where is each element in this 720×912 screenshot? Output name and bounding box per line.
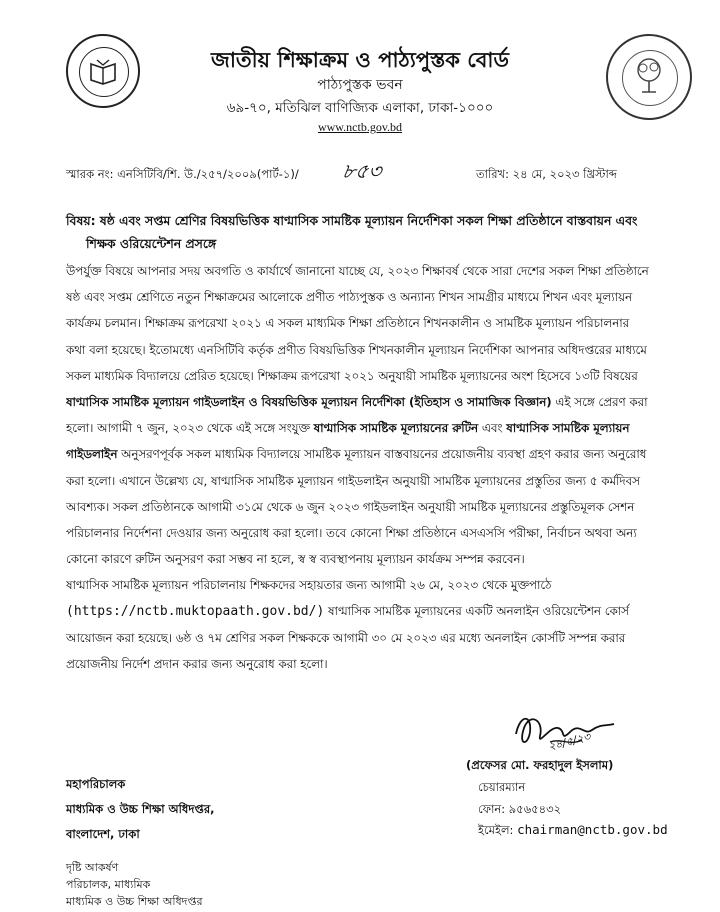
memo-number: স্মারক নং: এনসিটিবি/শি. উ./২৫৭/২০০৯(পার্ট-১)/ [66, 167, 299, 181]
letter-body [66, 258, 666, 677]
address: ৬৯-৭০, মতিঝিল বাণিজ্যিক এলাকা, ঢাকা-১০০০ [226, 100, 494, 116]
body-text: অনুসরণপূর্বক সকল মাধ্যমিক বিদ্যালয়ে সামষ্টিক মূল্যায়ন বাস্তবায়নের প্রয়োজনীয় ব্যবস্থা গ্রহণ করার জন্য অনুরোধ [117, 447, 647, 462]
signature-date: ২৪/৫/২৩ [546, 730, 592, 754]
signatory-name: (প্রফেসর মো. ফরহাদুল ইসলাম) [466, 758, 614, 772]
body-line: ষষ্ঠ এবং সপ্তম শ্রেণিতে নতুন শিক্ষাক্রমের আলোকে প্রণীত পাঠ্যপুস্তক ও অন্যান্য শিখন সামগ্রীর মাধ্যমে শিখন এবং মূল্যায়ন [66, 290, 633, 305]
subject [66, 209, 664, 255]
body-line [66, 415, 666, 441]
guideline-title: ষাণ্মাসিক সামষ্টিক মূল্যায়ন গাইডলাইন ও বিষয়ভিত্তিক মূল্যায়ন নির্দেশিকা (ইতিহাস ও সামাজিক বিজ্ঞান) [66, 394, 552, 409]
email-label: ইমেইল: [478, 823, 518, 837]
signatory-email-line [478, 822, 668, 841]
body-line [66, 389, 666, 415]
routine-title: ষাণ্মাসিক সামষ্টিক মূল্যায়নের রুটিন [313, 421, 479, 436]
body-line: সকল মাধ্যমিক বিদ্যালয়ে প্রেরিত হয়েছে। শিক্ষাক্রম রূপরেখা ২০২১ অনুযায়ী সামষ্টিক মূল্যায়নের অংশ হিসেবে ১৩টি বিষয়ের [66, 368, 638, 383]
body-line [66, 598, 666, 624]
signatory-email[interactable]: chairman@nctb.gov.bd [517, 822, 668, 837]
subject-line-2: শিক্ষক ওরিয়েন্টেশন প্রসঙ্গে [86, 236, 217, 251]
signatory-designation: চেয়ারম্যান [478, 780, 526, 794]
mujib-year-logo [606, 34, 692, 120]
body-text: এই সঙ্গে প্রেরণ করা [551, 394, 648, 409]
recipient-title: মহাপরিচালক [66, 777, 126, 791]
nctb-logo [66, 34, 140, 108]
muktopaath-link[interactable]: (https://nctb.muktopaath.gov.bd/) [66, 604, 325, 620]
tree-icon [630, 56, 668, 96]
body-line: কার্যক্রম চলমান। শিক্ষাক্রম রূপরেখা ২০২১ এ সকল মাধ্যমিক শিক্ষা প্রতিষ্ঠানে শিখনকালীন ও সামষ্টিক মূল্যায়ন পরিচালনার [66, 316, 630, 331]
body-text: এবং [478, 421, 507, 436]
body-text: ষাণ্মাসিক সামষ্টিক মূল্যায়নের একটি অনলাইন ওরিয়েন্টেশন কোর্স [324, 604, 629, 619]
website-link[interactable]: www.nctb.gov.bd [317, 120, 403, 134]
body-line: করা হলো। এখানে উল্লেখ্য যে, ষাণ্মাসিক সামষ্টিক মূল্যায়ন গাইডলাইন অনুযায়ী সামষ্টিক মূল্যায়নের প্রস্তুতির জন্য ৫ কর্মদিবস [66, 473, 640, 488]
guideline-title: ষাণ্মাসিক সামষ্টিক মূল্যায়ন [506, 421, 630, 436]
book-icon [88, 56, 118, 86]
body-line [66, 441, 666, 467]
body-line: আয়োজন করা হয়েছে। ৬ষ্ঠ ও ৭ম শ্রেণির সকল শিক্ষককে আগামী ৩০ মে ২০২৩ এর মধ্যে অনলাইন কোর্সটি সম্পন্ন করার [66, 630, 626, 645]
organization-name: জাতীয় শিক্ষাক্রম ও পাঠ্যপুস্তক বোর্ড [211, 48, 509, 72]
recipient-location: বাংলাদেশ, ঢাকা [66, 827, 140, 841]
body-line: কোনো কারণে রুটিন অনুসরণ করা সম্ভব না হলে, স্ব স্ব ব্যবস্থাপনায় মূল্যায়ন কার্যক্রম সম্পন্ন করবেন। [66, 552, 525, 567]
attention-label: দৃষ্টি আকর্ষণ [66, 861, 119, 874]
handwritten-memo-number: ৮৫৩ [340, 159, 384, 183]
body-line: উপর্যুক্ত বিষয়ে আপনার সদয় অবগতি ও কার্যার্থে জানানো যাচ্ছে যে, ২০২৩ শিক্ষাবর্ষ থেকে সারা দেশের সকল শিক্ষা প্রতিষ্ঠানে [66, 264, 649, 278]
recipient-office: মাধ্যমিক ও উচ্চ শিক্ষা অধিদপ্তর, [66, 802, 215, 816]
body-line: আবশ্যক। সকল প্রতিষ্ঠানকে আগামী ৩১মে থেকে ৬ জুন ২০২৩ গাইডলাইন অনুযায়ী সামষ্টিক মূল্যায়নের প্রস্তুতিমূলক সেশন [66, 499, 635, 514]
attention-recipient: পরিচালক, মাধ্যমিক [66, 878, 151, 891]
subject-line-1: বিষয়: ষষ্ঠ এবং সপ্তম শ্রেণির বিষয়ভিত্তিক ষাণ্মাসিক সামষ্টিক মূল্যায়ন নির্দেশিকা সকল শিক্ষা প্রতিষ্ঠানে বাস্তবায়ন এবং [66, 213, 638, 228]
body-line: প্রয়োজনীয় নির্দেশ প্রদান করার জন্য অনুরোধ করা হলো। [66, 656, 328, 671]
body-line: কথা বলা হয়েছে। ইতোমধ্যে এনসিটিবি কর্তৃক প্রণীত বিষয়ভিত্তিক শিখনকালীন মূল্যায়ন নির্দেশিকা আপনার অধিদপ্তরের মাধ্যমে [66, 342, 647, 357]
memo-date: তারিখ: ২৪ মে, ২০২৩ খ্রিস্টাব্দ [476, 167, 617, 181]
body-text: হলো। আগামী ৭ জুন, ২০২৩ থেকে এই সঙ্গে সংযুক্ত [66, 421, 314, 436]
body-line: পরিচালনার নির্দেশনা দেওয়ার জন্য অনুরোধ করা হলো। তবে কোনো শিক্ষা প্রতিষ্ঠানে এসএসসি পরীক্ষা, নির্বাচন অথবা অন্য [66, 525, 637, 540]
signatory-phone: ফোন: ৯৫৬৫৪৩২ [478, 802, 562, 816]
body-line: ষাণ্মাসিক সামষ্টিক মূল্যায়ন পরিচালনায় শিক্ষকদের সহায়তার জন্য আগামী ২৬ মে, ২০২৩ থেকে মুক্তপাঠে [66, 578, 552, 593]
attention-office: মাধ্যমিক ও উচ্চ শিক্ষা অধিদপ্তর [66, 895, 203, 908]
building-name: পাঠ্যপুস্তক ভবন [317, 77, 403, 93]
guideline-title: গাইডলাইন [66, 447, 118, 462]
